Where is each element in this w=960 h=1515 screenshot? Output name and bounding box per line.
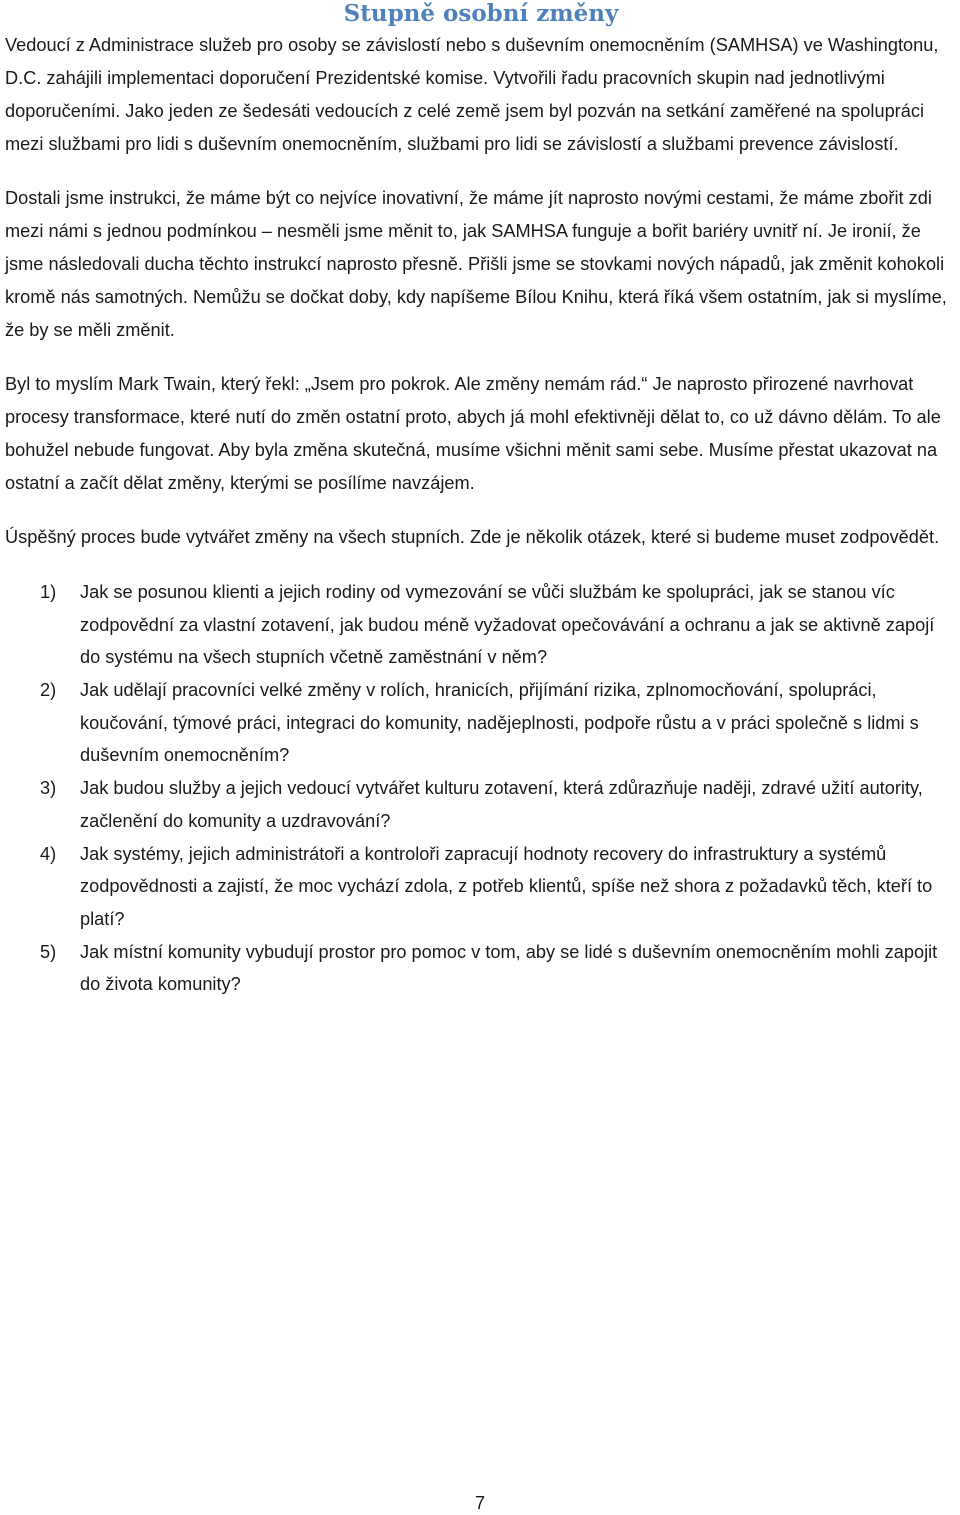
list-item-number: 2) [40,680,57,700]
list-item-text: Jak budou služby a jejich vedoucí vytvářet kulturu zotavení, která zdůrazňuje naději, zdravé užití autority, začlenění do komunity a uzdravování? [80,778,923,831]
list-item [5,936,957,1001]
paragraph-intro-lead: Vedoucí z Administrace služeb pro osoby se závislostí nebo s duševním onemocněním (SAMHSA) ve Washingtonu, D.C. zahájili implementaci doporučení Prezidentské komise. [5,35,939,88]
list-item-text: Jak systémy, jejich administrátoři a kontroloři zapracují hodnoty recovery do infrastruktury a systémů zodpovědnosti a zajistí, že moc vychází zdola, z potřeb klientů, spíše než shora z požadavků těch, kteří to platí? [80,843,933,929]
paragraph-intro-rest: Vytvořili řadu pracovních skupin nad jednotlivými doporučeními. Jako jeden ze šedesáti vedoucích z celé země jsem byl pozván na setkání zaměřené na spolupráci mezi službami pro lidi s duševním onemocněním, službami pro lidi se závislostí a službami prevence závislostí. [5,68,924,154]
questions-list [5,576,957,1001]
list-item-number: 4) [40,843,57,864]
list-item-number: 3) [40,778,57,798]
page-number: 7 [474,1493,485,1513]
document-page [5,0,957,1001]
page-title: Stupně osobní změny [343,0,619,27]
paragraph-instructions: Dostali jsme instrukci, že máme být co nejvíce inovativní, že máme jít naprosto novými cestami, že máme zbořit zdi mezi námi s jednou podmínkou – nesměli jsme měnit to, jak SAMHSA funguje a bořit bariéry uvnitř ní. Je ironií, že jsme následovali ducha těchto instrukcí naprosto přesně. Přišli jsme se stovkami nových nápadů, jak změnit kohokoli kromě nás samotných. Nemůžu se dočkat doby, kdy napíšeme Bílou Knihu, která říká všem ostatním, jak si myslíme, že by se měli změnit. [5,188,947,340]
list-item [5,576,957,674]
list-item [5,772,957,837]
list-item-text: Jak se posunou klienti a jejich rodiny od vymezování se vůči službám ke spolupráci, jak se stanou víc zodpovědní za vlastní zotavení, jak budou méně vyžadovat opečovávání a ochranu a jak se aktivně zapojí do systému na všech stupních včetně zaměstnání v něm? [80,582,935,667]
list-item [5,838,957,936]
paragraph-twain-quote: Byl to myslím Mark Twain, který řekl: „Jsem pro pokrok. Ale změny nemám rád.“ Je naprosto přirozené navrhovat procesy transformace, které nutí do změn ostatní proto, abych já mohl efektivněji dělat to, co už dávno dělám. To ale bohužel nebude fungovat. Aby byla změna skutečná, musíme všichni měnit sami sebe. Musíme přestat ukazovat na ostatní a začít dělat změny, kterými se posílíme navzájem. [5,374,941,493]
list-item-number: 1) [40,582,57,602]
list-item-text: Jak udělají pracovníci velké změny v rolích, hranicích, přijímání rizika, zplnomocňování, spolupráci, koučování, týmové práci, integraci do komunity, nadějeplnosti, podpoře růstu a v práci společně s lidmi s duševním onemocněním? [80,680,919,765]
list-item-number: 5) [40,941,57,962]
paragraph-questions-intro: Úspěšný proces bude vytvářet změny na všech stupních. Zde je několik otázek, které si budeme muset zodpovědět. [5,527,940,547]
list-item [5,674,957,772]
paragraph-intro [5,29,957,161]
list-item-text: Jak místní komunity vybudují prostor pro pomoc v tom, aby se lidé s duševním onemocněním mohli zapojit do života komunity? [80,941,938,994]
